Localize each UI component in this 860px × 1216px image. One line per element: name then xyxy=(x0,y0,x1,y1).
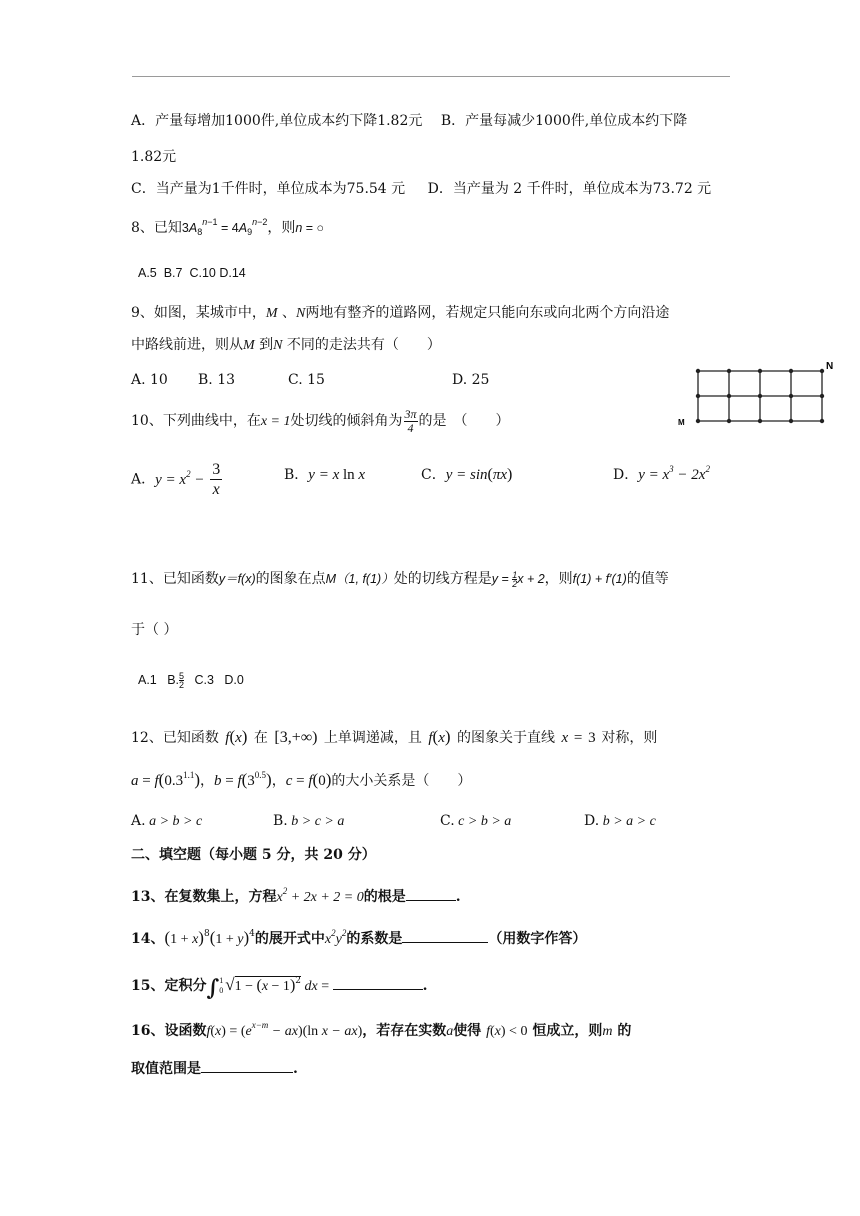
q12-option-d: D. b > a > c xyxy=(584,813,656,829)
question-14: 14、$(1 + x)^8(1 + y)^4$的展开式中$x^2y^2$的系数是 （用数字作答） xyxy=(131,928,587,947)
question-9-line1: 9、如图，某城市中，M 、N两地有整齐的道路网，若规定只能向东或向北两个方向沿途 xyxy=(131,305,670,321)
grid-label-m: M xyxy=(678,418,685,427)
q10-option-a: A．$y = x^2$ − $\frac{3}{x}$ xyxy=(131,461,221,498)
q9-option-a: A. 10 xyxy=(131,372,168,388)
q7-option-b-continued: 1.82元 xyxy=(131,149,177,165)
question-12-line1: 12、已知函数 f(x) 在 [3,+∞) 上单调递减，且 f(x) 的图象关于直线 x = 3 对称，则 xyxy=(131,727,658,746)
q8-options: A.5 B.7 C.10 D.14 xyxy=(138,266,246,280)
question-10: 10、下列曲线中，在x = 1处切线的倾斜角为 $\frac{3\pi}{4}$ 的是 （ ） xyxy=(131,406,510,435)
question-11-line2: 于（ ） xyxy=(131,622,178,638)
question-13: 13、在复数集上，方程$x^2 + 2x + 2 = 0$的根是 . xyxy=(131,886,461,905)
q9-option-c: C. 15 xyxy=(288,372,325,388)
q7-option-c: C．当产量为1千件时，单位成本为75.54 元 xyxy=(131,181,406,197)
q9-option-d: D. 25 xyxy=(452,372,490,388)
question-8: 8、已知$3A_8^{n-1} = 4A_9^{n-2}$，则n = ○ xyxy=(131,217,325,237)
question-16-line2: 取值范围是 . xyxy=(131,1056,298,1080)
road-grid-figure xyxy=(672,356,842,432)
question-11: 11、已知函数y＝f(x)的图象在点M（1, f(1)）处的切线方程是y = $\frac{1}{2}$ x + 2，则f(1) + f′(1)的值等 xyxy=(131,570,669,590)
q12-option-c: C. c > b > a xyxy=(440,813,512,829)
question-16-line1: 16、设函数$f(x) = (e^{x-m} - ax)(\ln$ x − ax)，若存在实数a使得 f(x) < 0 恒成立，则m 的 xyxy=(131,1020,632,1039)
q12-option-b: B. b > c > a xyxy=(273,813,345,829)
q7-option-b: B．产量每减少1000件,单位成本约下降 xyxy=(440,113,688,129)
q7-option-d: D．当产量为 2 千件时，单位成本为73.72 元 xyxy=(427,181,712,197)
q8-equation: $3A_8^{n-1} = 4A_9^{n-2}$ xyxy=(181,217,268,237)
q7-option-row-ab xyxy=(131,110,687,132)
q9-option-b: B. 13 xyxy=(198,372,236,388)
q12-option-a: A. a > b > c xyxy=(131,813,203,829)
grid-label-n: N xyxy=(826,361,834,372)
q10-option-d: D．$y = x^3 - 2x^2$ xyxy=(613,464,710,483)
q11-options: A.1 B. $\frac{5}{2}$ C.3 D.0 xyxy=(138,671,244,691)
q8-unknown: n = ○ xyxy=(295,221,325,235)
q7-option-a: A．产量每增加1000件,单位成本约下降1.82元 xyxy=(131,113,423,129)
question-9-line2: 中路线前进，则从M 到N 不同的走法共有（ ） xyxy=(131,337,441,353)
question-15: 15、定积分∫ 1 0 $√1 - (x - 1)^2$ dx = . xyxy=(131,975,428,1001)
question-12-line2: $a = f(0.3^{1.1})$，$b = f(3^{0.5})$，c = f(0)的大小关系是（ ） xyxy=(131,770,472,789)
q10-option-b: B．y = x ln x xyxy=(284,467,366,483)
header-rule xyxy=(132,76,730,77)
q10-option-c: C．y = sin(πx) xyxy=(421,466,513,483)
q7-option-row-cd xyxy=(131,178,711,200)
section-2-title: 二、填空题（每小题 5 分，共 20 分） xyxy=(131,847,376,863)
